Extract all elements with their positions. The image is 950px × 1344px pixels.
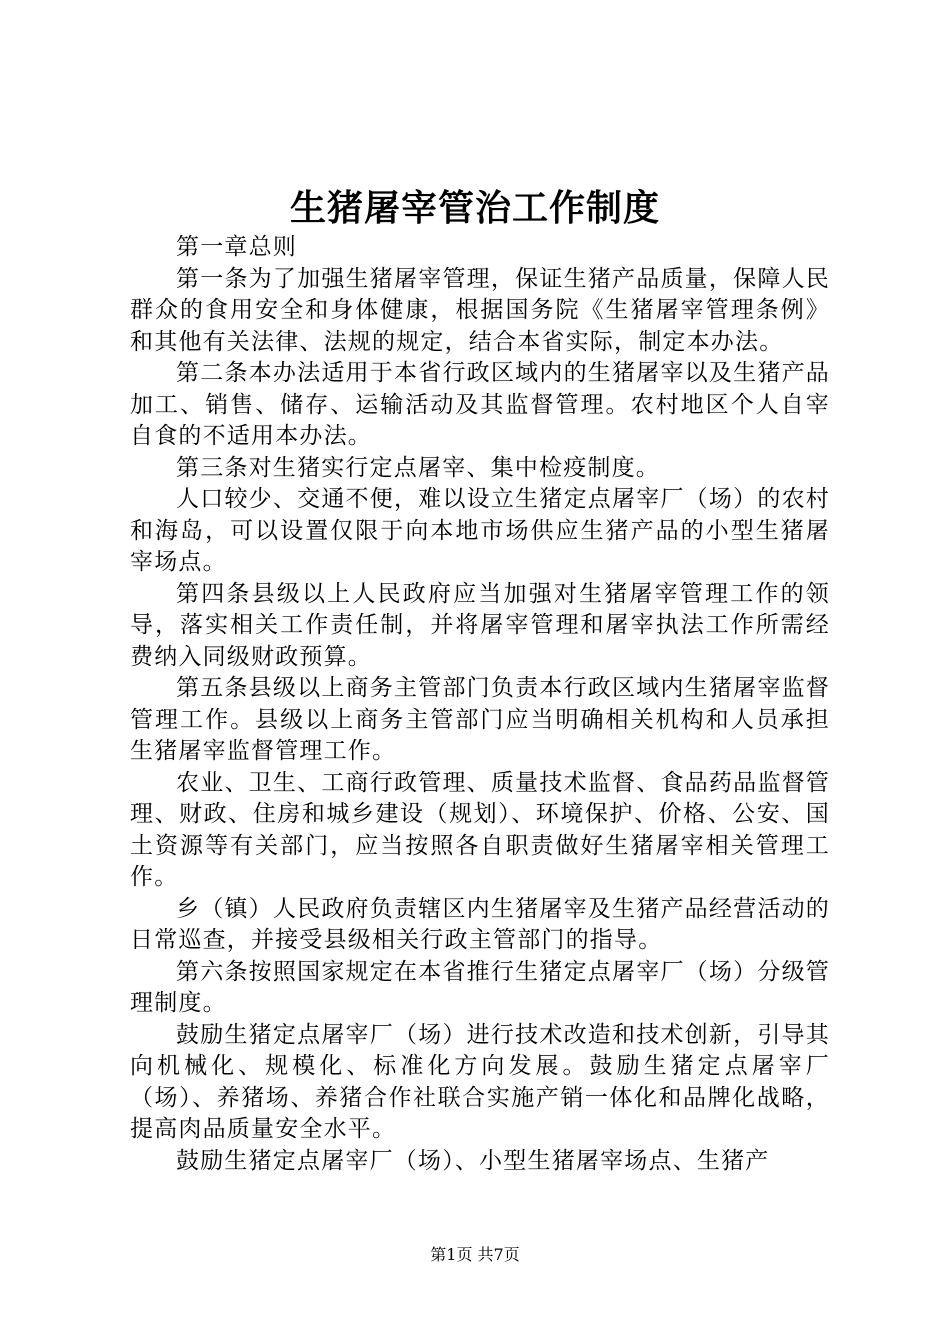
paragraph: 第四条县级以上人民政府应当加强对生猪屠宰管理工作的领导，落实相关工作责任制，并将屠宰管理和屠宰执法工作所需经费纳入同级财政预算。 (130, 580, 830, 670)
document-body (130, 232, 830, 1177)
document-title: 生猪屠宰管治工作制度 (289, 187, 660, 229)
paragraph: 第五条县级以上商务主管部门负责本行政区域内生猪屠宰监督管理工作。县级以上商务主管部门应当明确相关机构和人员承担生猪屠宰监督管理工作。 (130, 675, 830, 764)
paragraph: 第一条为了加强生猪屠宰管理，保证生猪产品质量，保障人民群众的食用安全和身体健康，根据国务院《生猪屠宰管理条例》和其他有关法律、法规的规定，结合本省实际，制定本办法。 (130, 265, 830, 355)
paragraph: 第三条对生猪实行定点屠宰、集中检疫制度。 (176, 454, 660, 481)
paragraph: 第六条按照国家规定在本省推行生猪定点屠宰厂（场）分级管理制度。 (130, 958, 830, 1016)
paragraph: 第二条本办法适用于本省行政区域内的生猪屠宰以及生猪产品加工、销售、储存、运输活动及其监督管理。农村地区个人自宰自食的不适用本办法。 (130, 360, 830, 449)
paragraph: 鼓励生猪定点屠宰厂（场）进行技术改造和技术创新，引导其向机械化、规模化、标准化方向发展。鼓励生猪定点屠宰厂（场）、养猪场、养猪合作社联合实施产销一体化和品牌化战略，提高肉品质量安全水平。 (130, 1021, 830, 1142)
page-number-footer: 第1页 共7页 (430, 1245, 520, 1264)
paragraph: 农业、卫生、工商行政管理、质量技术监督、食品药品监督管理、财政、住房和城乡建设（规划）、环境保护、价格、公安、国土资源等有关部门，应当按照各自职责做好生猪屠宰相关管理工作。 (130, 769, 830, 890)
paragraph-chapter-heading: 第一章总则 (176, 234, 297, 260)
paragraph: 人口较少、交通不便，难以设立生猪定点屠宰厂（场）的农村和海岛，可以设置仅限于向本地市场供应生猪产品的小型生猪屠宰场点。 (130, 486, 830, 575)
paragraph: 乡（镇）人民政府负责辖区内生猪屠宰及生猪产品经营活动的日常巡查，并接受县级相关行政主管部门的指导。 (130, 895, 830, 953)
paragraph: 鼓励生猪定点屠宰厂（场）、小型生猪屠宰场点、生猪产 (176, 1147, 770, 1174)
